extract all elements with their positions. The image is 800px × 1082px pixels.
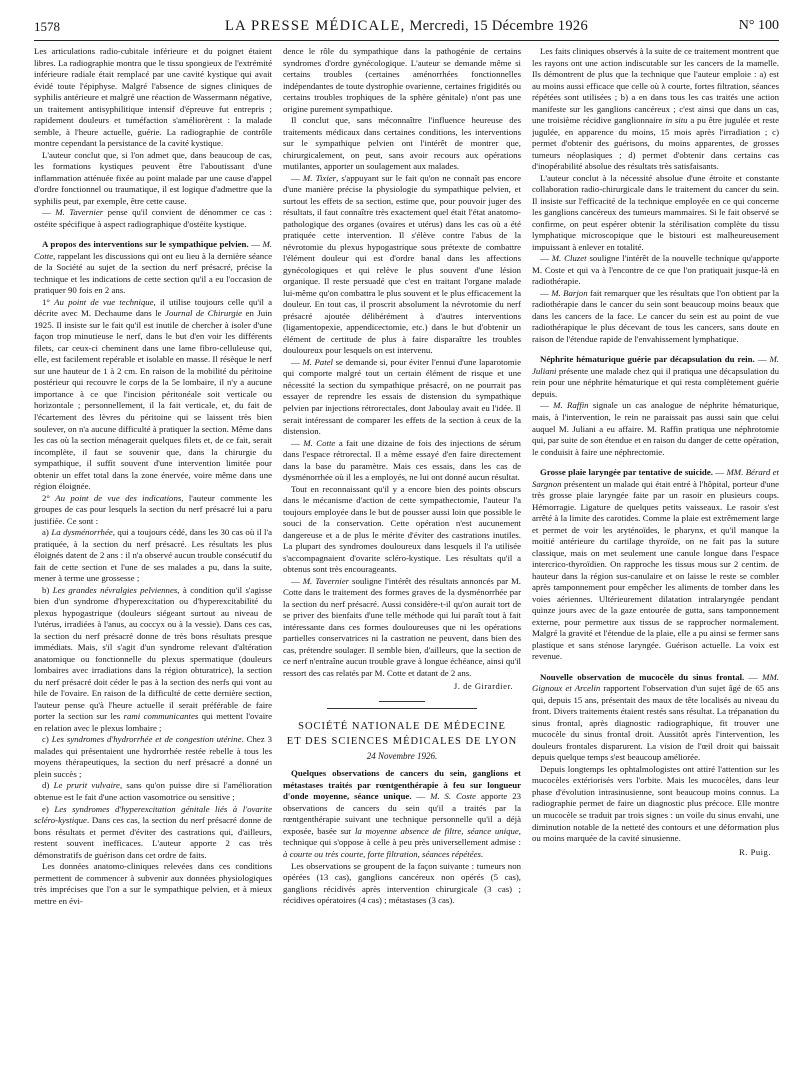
divider	[327, 708, 477, 709]
paragraph: Depuis longtemps les ophtalmologistes ont attiré l'attention sur les mucocèles extériorisés vers l'orbite. Mais les mucocèles, dans leur phase d'évolution intrasinusienne, sont beaucoup moins connus. La radiographie permet de faire un diagnostic plus précoce. Elle montre un mucocèle se traduit par trois signes : un voile du sinus envahi, une diminution notable de la netteté des contours et une déformation plus ou moins marquée de la cavité sinusienne.	[532, 763, 779, 844]
paragraph: A propos des interventions sur le sympathique pelvien. — M. Cotte, rappelant les discussions qui ont eu lieu à la dernière séance de la Société au sujet de la section du nerf présacré, précise la technique et les indications de cette section qu'il a eu l'occasion de pratiquer 90 fois en 2 ans.	[34, 239, 272, 296]
report-signer: R. Puig.	[739, 846, 771, 857]
speaker-name: M. Barjon	[551, 287, 588, 298]
speaker-name: M. Juliani	[532, 354, 779, 376]
section-heading: Grosse plaie laryngée par tentative de suicide.	[540, 467, 713, 478]
paragraph: — M. Cluzet souligne l'intérêt de la nouvelle technique qu'apporte M. Coste et qui va à l'encontre de ce que l'on pratiquait jusque-là en radiothérapie.	[532, 253, 779, 287]
paragraph: Quelques observations de cancers du sein, ganglions et métastases traités par rœntgenthérapie à feu sur longueur d'onde moyenne, séance unique. — M. S. Coste apporte 23 observations de cancers du sein qu'il a traités par la rœntgenthérapie suivant une technique personnelle qu'il a déjà exposée, basée sur la moyenne absence de filtre, séance unique, technique qui s'oppose à celle à peu près universellement admise : à courte ou très courte, forte filtration, séances répétées.	[283, 768, 521, 859]
paragraph: — M. Tixier, s'appuyant sur le fait qu'on ne connaît pas encore d'une manière précise la physiologie du sympathique pelvien, et surtout les effets de sa section, estime que, pour pouvoir juger des résultats, il faut connaître très exactement quel était l'état anatomo-pathologique des organes (ovaires et utérus) dans les cas où a été pratiquée cette intervention. Il s'élève contre l'abus de la névrotomie du plexus hypogastrique sous prétexte de combattre l'élément douleur qui est d'ordre banal dans les affections gynécologiques et qui relève le plus souvent d'une lésion organique. Il reste persuadé que c'est en traitant l'organe malade lui-même qu'on combattra le plus souvent et le plus efficacement la douleur. En tout cas, il proscrit absolument la névrotomie du nerf présacré ajoutée délibérément à d'autres interventions (ligamentopexie, appendicectomie, etc.) dans le but d'obtenir un élément de certitude de plus à faire disparaître les troubles douloureux pour lesquels on est intervenu.	[283, 172, 521, 356]
list-item: a) La dysménorrhée, qui a toujours cédé, dans les 30 cas où il l'a pratiquée, à la section du nerf présacré. Les résultats les plus éloignés datent de 2 ans : il n'a observé aucun trouble consécutif du fait de cette section et l'une de ses malades a pu, dans la suite, mener à terme une grossesse ;	[34, 527, 272, 584]
paragraph: Les faits cliniques observés à la suite de ce traitement montrent que les rayons ont une action indiscutable sur les cancers de la mamelle. Ils démontrent de plus que la technique que l'auteur emploie : a) est au moins aussi efficace que celle où λ courte, fortes filtration, séances répétées sont utilisées ; b) a en dans tous les cas traités une action manifeste sur les ganglions cancéreux ; c'est ainsi que dans un cas, une troisième récidive ganglionnaire in situ a pu être jugulée et reste jugulée, en apparence du moins, 15 mois après l'irradiation ; c) permet d'obtenir des guérisons, du moins apparentes, de grosses tumeurs néoplasiques ; d) permet d'obtenir dans certains cas d'inopérabilité absolue des résultats très satisfaisants.	[532, 46, 779, 172]
masthead	[34, 18, 779, 35]
journal-name: LA PRESSE MÉDICALE,	[224, 18, 406, 34]
paragraph: — M. Raffin signale un cas analogue de néphrite hématurique, mais, à l'intervention, le rein ne paraissait pas aussi sain que celui auquel M. Juliani a eu affaire. M. Raffin pratiqua une néphrotomie qui, par suite de son étendue et en raison du danger de cette opération, le conduisit à faire une néphrectomie.	[532, 400, 779, 457]
list-item: c) Les syndromes d'hydrorrhée et de congestion utérine. Chez 3 malades qui présentaient une hydrorrhée restée rebelle à tous les moyens thérapeutiques, la section du nerf présacré a donné un plein succès ;	[34, 734, 272, 779]
paragraph: Les observations se groupent de la façon suivante : tumeurs non opérées (13 cas), ganglions cancéreux non opérés (5 cas), ganglions récidivés après intervention chirurgicale (3 cas) ; récidives opératoires (4 cas) ; métastases (3 cas).	[283, 860, 521, 906]
paragraph: — M. Cotte a fait une dizaine de fois des injections de sérum dans l'espace rétrorectal. Il a même essayé d'en faire directement dans la base du paramètre. Mais ces essais, dans les cas de dysménorrhée où il les a employés, ne lui ont donné aucun résultat.	[283, 437, 521, 483]
speaker-name: MM. Bérard et Sargnon	[532, 467, 779, 489]
session-date: 24 Novembre 1926.	[366, 750, 438, 761]
page-number: 1578	[34, 19, 60, 34]
section-heading: Quelques observations de cancers du sein, ganglions et métastases traités par rœntgenthérapie à feu sur longueur d'onde moyenne, séance unique.	[283, 768, 521, 802]
speaker-name: M. Raffin	[553, 400, 589, 411]
issue-date: Mercredi, 15 Décembre 1926	[409, 18, 589, 34]
column-3	[532, 46, 779, 1074]
paragraph: L'auteur conclut à la nécessité absolue d'une étroite et constante collaboration radio-chirurgicale dans le traitement du cancer du sein. Il insiste sur l'efficacité de la technique employée en ce qui concerne les ganglions cancéreux des tumeurs mammaires. Si le fait observé se confirme, on peut espérer obtenir la stérilisation complète du tissu lymphatique microscopique que le bistouri est malheureusement impuissant à enlever en totalité.	[532, 172, 779, 252]
paragraph: — M. Patel se demande si, pour éviter l'ennui d'une laparotomie qui comporte malgré tout un certain élément de risque et une nécessité la section du sympathique présacré, on ne pourrait pas essayer de reprendre les essais de distension du sympathique pelvien par injections rétrorectales, dont Jaboulay avait eu l'idée. Il serait intéressant de comparer les effets de la section à ceux de la distension.	[283, 356, 521, 437]
paragraph: — M. Tavernier pense qu'il convient de dénommer ce cas : ostéite spécifique à aspect radiographique d'ostéite kystique.	[34, 207, 272, 229]
section-heading: Néphrite hématurique guérie par décapsulation du rein.	[540, 354, 755, 365]
list-item: b) Les grandes névralgies pelviennes, à condition qu'il s'agisse bien d'un syndrome d'hyperexcitation ou d'hyperexcitabilité du plexus hypogastrique (douleurs siégeant surtout au niveau de l'utérus, irradiées à l'anus, au coccyx ou à la vessie). Dans ces cas, la section du nerf présacré donne de très bons résultats presque immédiats. Mais, s'il s'agit d'un syndrome relevant d'altération anatomique ou fonctionnelle du plexus spermatique (douleurs lombaires avec irradiations dans la région obturatrice), la section du nerf présacré doit céder le pas à la section des nerfs qui vont au hile de l'ovaire. En raison de la difficulté de cette dernière section, l'auteur pense qu'à l'heure actuelle il serait préférable de faire porter la section sur les rami communicantes qui mettent l'ovaire en relation avec le plexus lombaire ;	[34, 584, 272, 733]
section-heading: Nouvelle observation de mucocèle du sinus frontal.	[540, 671, 745, 682]
speaker-name: M. Tixier	[302, 172, 337, 183]
list-item: d) Le prurit vulvaire, sans qu'on puisse dire si l'amélioration obtenue est le fait d'une action vasomotrice ou sensitive ;	[34, 780, 272, 802]
column-2	[283, 46, 521, 1074]
paragraph: Néphrite hématurique guérie par décapsulation du rein. — M. Juliani présente une malade chez qui il pratiqua une décapsulation du rein pour une néphrite hématurique et qui resta complètement guérie depuis.	[532, 354, 779, 399]
report-signer: J. de Girardier.	[453, 681, 513, 692]
paragraph: 2° Au point de vue des indications, l'auteur commente les groupes de cas pour lesquels la section du nerf présacré lui a paru justifiée. Ce sont :	[34, 492, 272, 526]
paragraph: L'auteur conclut que, si l'on admet que, dans beaucoup de cas, les formations kystiques peuvent être l'aboutissant d'une inflammation atténuée fixée au point malade par une cause d'appel d'ordre fonctionnel ou traumatique, il est logique d'admettre que la syphilis peut, par exemple, être cette cause.	[34, 149, 272, 206]
speaker-name: M. Patel	[302, 356, 334, 367]
paragraph: Les données anatomo-cliniques relevées dans ces conditions permettent de commencer à subvenir aux données physiologiques très imprécises que l'on a sur le sympathique pelvien, et à mieux mettre en évi-	[34, 861, 272, 906]
paragraph: Grosse plaie laryngée par tentative de suicide. — MM. Bérard et Sargnon présentent un malade qui était entré à l'hôpital, porteur d'une très grosse plaie laryngée faite par un rasoir en plusieurs coups. Hémorragie. Ligature de quelques petits vaisseaux. Le rasoir s'est arrêté à la limite des carotides. Comme la plaie est extrêmement large et permet de voir les aryténoïdes, le pharynx, et qu'il manque la moitié antérieure du cartilage thyroïde, on ne fait pas la suture classique, mais on met seulement une canule longue dans l'espace intercrico-thyroïdien. On rapproche les tissus mous sur 2 centim. de hauteur dans la région sus-canulaire et on laisse le reste se combler après tamponnement pour empêcher les aliments de tomber dans les voies aériennes. Ultérieurement dilatation intralaryngée pendant quinze jours avec de la gaze entourée de gutta, sans tamponnement externe, pour permettre aux tissus de se rapprocher normalement. Malgré la gravité et l'étendue de la plaie, elle a pu ainsi se fermer sans plastique et sans sténose laryngée. Guérison actuelle. La voix est revenue.	[532, 467, 779, 662]
paragraph: — M. Barjon fait remarquer que les résultats que l'on obtient par la radiothérapie dans le cancer du sein sont beaucoup moins beaux que dans les cancers de la face. Le cancer du sein est au point de vue radiothérapique le plus décevant de tous les cancers, sans doute en raison de l'étendue rapide de l'envahissement lymphatique.	[532, 287, 779, 344]
paragraph: Nouvelle observation de mucocèle du sinus frontal. — MM. Gignoux et Arcelin rapportent l'observation d'un sujet âgé de 65 ans qui, depuis 15 ans, présentait des maux de tête localisés au niveau du front. Divers traitements étaient restés sans résultat. La trépanation du sinus frontal, après diagnostic radiographique, fit trouver une mucocèle du sinus frontal droit. Aussitôt après l'intervention, les douleurs frontales disparurent. La vision de l'œil droit qui baissait depuis quelque temps s'est beaucoup améliorée.	[532, 671, 779, 763]
issue-number: N° 100	[738, 18, 779, 33]
list-item: e) Les syndromes d'hyperexcitation génitale liés à l'ovarite scléro-kystique. Dans ces cas, la section du nerf présacré donne de bons résultats et permet d'éviter des castrations qui, d'ailleurs, restent souvent inefficaces. L'auteur apporte 2 cas très démonstratifs de guérison dans cet ordre de faits.	[34, 803, 272, 860]
speaker-name: M. S. Coste	[430, 791, 477, 802]
speaker-name: M. Cotte	[34, 239, 272, 261]
paragraph: Les articulations radio-cubitale inférieure et du poignet étaient libres. La radiographie montra que le tissu spongieux de l'extrémité inférieure radiale était remplacé par une cavité kystique qui avait évidé toute l'épiphyse. Malgré l'absence de signes cliniques de syphilis antérieure et malgré une réaction de Wassermann négative, un traitement antisyphilitique intensif d'épreuve fut entrepris ; rapidement douleurs et tuméfaction s'améliorèrent : la malade semble, à l'heure actuelle, guérie. La radiographie de contrôle montre cependant la persistance de la cavité kystique.	[34, 46, 272, 149]
speaker-name: M. Cluzet	[551, 253, 587, 264]
section-heading: A propos des interventions sur le sympathique pelvien.	[42, 239, 249, 250]
paragraph: Tout en reconnaissant qu'il y a encore bien des points obscurs dans le mécanisme d'action de cette sympathectomie, l'auteur l'a toujours employée dans le but de pousser aussi loin que possible le souci de la conservation. Cette opération n'est aucunement dangereuse et a de plus le mérite d'éviter des castrations inutiles. La plupart des syndromes douloureux dans lesquels il l'a utilisée s'accompagnaient d'ovarite scléro-kystique. Les résultats qu'il a obtenus sont très encourageants.	[283, 483, 521, 575]
column-1	[34, 46, 272, 1074]
paragraph: 1° Au point de vue technique, il utilise toujours celle qu'il a décrite avec M. Dechaume dans le Journal de Chirurgie en Juin 1925. Il insiste sur le fait qu'il est inutile de chercher à isoler d'une façon trop minutieuse le nerf, dans le but d'en voir les différents filets, car ceux-ci cheminent dans une lame fibro-celluleuse qui, elle, est facilement repérable et isolable en masse. Il résèque le nerf sur une hauteur de 1 à 2 cm. En raison de la mobilité du péritoine postérieur qui recouvre le corps de la 5e lombaire, il n'y a aucune importance à ce que l'incision péritonéale soit verticale ou horizontale ; personnellement, il la fait verticale, et, du fait de l'écartement des lèvres du péritoine qui se laissent très bien soulever, on n'a aucune difficulté à pratiquer la section. Même dans les cas où la section ménagerait quelques filets et, de ce fait, serait incomplète, il faut se souvenir que, dans la chirurgie du sympathique, il suffit souvent d'une intervention limitée pour obtenir un effet total dans la zone énervée, voire même dans une région éloignée.	[34, 296, 272, 492]
society-heading: SOCIÉTÉ NATIONALE DE MÉDECINE ET DES SCIENCES MÉDICALES DE LYON	[286, 720, 518, 747]
page-header	[34, 16, 779, 41]
speaker-name: M. Cotte	[303, 437, 336, 448]
speaker-name: M. Tavernier	[302, 575, 350, 586]
divider	[379, 701, 425, 702]
speaker-name: M. Tavernier	[55, 207, 104, 218]
paragraph: Il conclut que, sans méconnaître l'influence heureuse des traitements médicaux dans certaines conditions, les interventions sur le sympathique pelvien ont l'intérêt de montrer que, chirurgicalement, on peut, sans avoir recours aux opérations mutilantes, apporter un soulagement aux malades.	[283, 115, 521, 172]
speaker-name: MM. Gignoux et Arcelin	[532, 671, 779, 694]
paragraph: dence le rôle du sympathique dans la pathogénie de certains syndromes d'ordre gynécologique. L'auteur se demande même si certains troubles (certaines aménorrhées fonctionnelles indépendantes de toute dystrophie ovarienne, certaines frigidités ou certains troubles trophiques de la sphère génitale) n'ont pas une origine purement sympathique.	[283, 46, 521, 114]
paragraph: — M. Tavernier souligne l'intérêt des résultats annoncés par M. Cotte dans le traitement des formes graves de la dysménorrhée par la section du nerf présacré. Aussi considère-t-il qu'on aurait tort de se priver des bienfaits d'une telle méthode qui lui paraît tout à fait intéressante dans ces formes douloureuses que ni les opérations partielles conservatrices ni la castration ne peuvent, dans bien des cas, prétendre soulager. Il semble bien, d'ailleurs, que la section de ce nerf n'entraîne aucun trouble grave à longue échéance, ainsi qu'il ressort des cas relatés par M. Cotte et datant de 2 ans.	[283, 575, 521, 678]
